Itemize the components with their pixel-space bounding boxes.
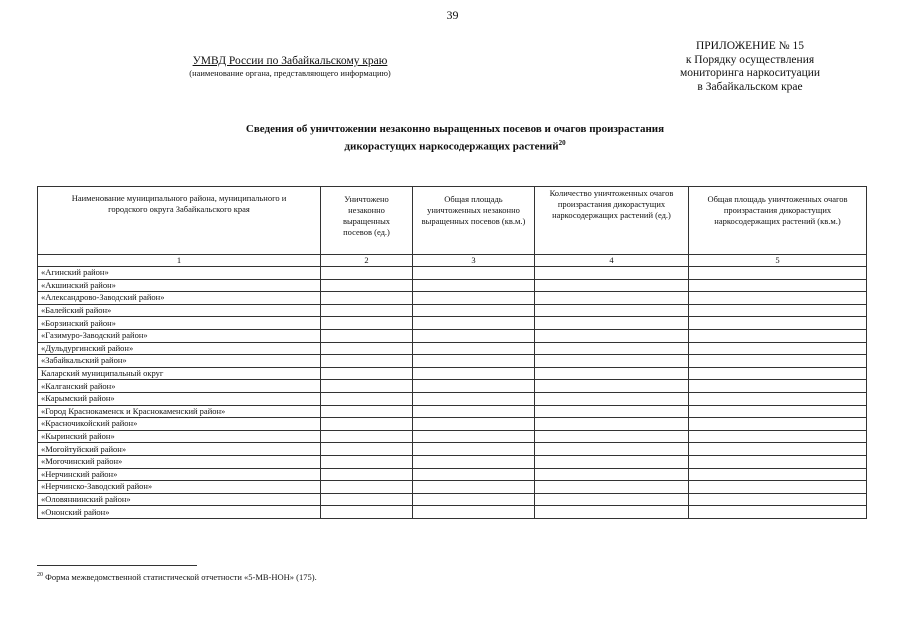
value-cell [321, 443, 413, 456]
value-cell [413, 493, 535, 506]
value-cell [321, 292, 413, 305]
value-cell [321, 267, 413, 280]
appendix-line: к Порядку осуществления [685, 53, 815, 66]
value-cell [321, 279, 413, 292]
value-cell [321, 418, 413, 431]
footnote-separator [37, 565, 197, 566]
value-cell [535, 405, 689, 418]
value-cell [689, 443, 867, 456]
data-table [37, 186, 867, 519]
table-row [38, 493, 867, 506]
value-cell [413, 292, 535, 305]
value-cell [413, 342, 535, 355]
title-line-2 [150, 136, 760, 154]
value-cell [321, 317, 413, 330]
value-cell [535, 317, 689, 330]
organization-caption: (наименование органа, представляющего информацию) [189, 68, 391, 78]
value-cell [689, 481, 867, 494]
district-name: «Александрово-Заводский район» [38, 292, 321, 305]
value-cell [321, 342, 413, 355]
value-cell [321, 367, 413, 380]
value-cell [413, 392, 535, 405]
footnote-mark: 20 [37, 572, 43, 579]
footnote [37, 572, 317, 582]
value-cell [535, 380, 689, 393]
table-row [38, 443, 867, 456]
district-name: «Город Краснокаменск и Краснокаменский район» [38, 405, 321, 418]
column-number: 4 [535, 255, 689, 267]
value-cell [321, 481, 413, 494]
value-cell [689, 418, 867, 431]
column-number: 2 [321, 255, 413, 267]
value-cell [321, 329, 413, 342]
column-header: Количество уничтоженных очагов произрастания дикорастущих наркосодержащих растений (ед.) [535, 187, 689, 255]
title-line: Сведения об уничтожении незаконно выращенных посевов и очагов произрастания [245, 123, 665, 135]
table-row [38, 468, 867, 481]
value-cell [413, 317, 535, 330]
column-number: 5 [689, 255, 867, 267]
table-row [38, 304, 867, 317]
value-cell [535, 292, 689, 305]
district-name: «Могочинский район» [38, 455, 321, 468]
value-cell [535, 418, 689, 431]
value-cell [413, 355, 535, 368]
column-number: 3 [413, 255, 535, 267]
table-row [38, 481, 867, 494]
district-name: «Агинский район» [38, 267, 321, 280]
value-cell [413, 506, 535, 519]
value-cell [321, 405, 413, 418]
district-name: «Борзинский район» [38, 317, 321, 330]
district-name: «Кыринский район» [38, 430, 321, 443]
appendix-block [640, 40, 860, 94]
title-line: дикорастущих наркосодержащих растений [344, 140, 559, 153]
value-cell [535, 267, 689, 280]
district-name: «Калганский район» [38, 380, 321, 393]
value-cell [413, 430, 535, 443]
value-cell [689, 355, 867, 368]
district-name: «Могойтуйский район» [38, 443, 321, 456]
district-name: «Ононский район» [38, 506, 321, 519]
value-cell [535, 342, 689, 355]
value-cell [689, 279, 867, 292]
district-name: «Оловяннинский район» [38, 493, 321, 506]
table-row [38, 405, 867, 418]
value-cell [689, 430, 867, 443]
value-cell [689, 304, 867, 317]
value-cell [413, 329, 535, 342]
value-cell [321, 392, 413, 405]
value-cell [413, 468, 535, 481]
table-row [38, 317, 867, 330]
value-cell [535, 443, 689, 456]
appendix-heading: ПРИЛОЖЕНИЕ № 15 [695, 40, 804, 52]
value-cell [413, 418, 535, 431]
value-cell [689, 506, 867, 519]
value-cell [535, 493, 689, 506]
district-name: «Карымский район» [38, 392, 321, 405]
district-name: «Акшинский район» [38, 279, 321, 292]
value-cell [535, 481, 689, 494]
organization-name: УМВД России по Забайкальскому краю [192, 55, 388, 67]
table-row [38, 342, 867, 355]
value-cell [689, 317, 867, 330]
table-row [38, 267, 867, 280]
value-cell [535, 367, 689, 380]
value-cell [689, 455, 867, 468]
value-cell [689, 493, 867, 506]
district-name: «Балейский район» [38, 304, 321, 317]
value-cell [689, 329, 867, 342]
value-cell [535, 355, 689, 368]
district-name: Каларский муниципальный округ [38, 367, 321, 380]
footnote-reference: 20 [558, 139, 566, 147]
value-cell [535, 392, 689, 405]
district-name: «Красночикойский район» [38, 418, 321, 431]
value-cell [321, 355, 413, 368]
table-row [38, 418, 867, 431]
page-number: 39 [446, 8, 459, 22]
value-cell [689, 267, 867, 280]
table-row [38, 380, 867, 393]
value-cell [413, 481, 535, 494]
value-cell [413, 304, 535, 317]
value-cell [689, 380, 867, 393]
value-cell [689, 367, 867, 380]
district-name: «Забайкальский район» [38, 355, 321, 368]
value-cell [689, 392, 867, 405]
value-cell [535, 455, 689, 468]
column-number-row [38, 255, 867, 267]
value-cell [413, 443, 535, 456]
table-row [38, 392, 867, 405]
table-row [38, 430, 867, 443]
value-cell [689, 405, 867, 418]
column-number: 1 [38, 255, 321, 267]
table-row [38, 455, 867, 468]
value-cell [321, 468, 413, 481]
value-cell [535, 329, 689, 342]
value-cell [689, 342, 867, 355]
value-cell [321, 493, 413, 506]
value-cell [321, 380, 413, 393]
table-row [38, 367, 867, 380]
appendix-line: мониторинга наркоситуации [679, 67, 821, 79]
value-cell [535, 279, 689, 292]
appendix-line: в Забайкальском крае [697, 80, 803, 93]
footnote-text: Форма межведомственной статистической отчетности «5-МВ-НОН» (175). [45, 572, 317, 582]
value-cell [413, 380, 535, 393]
organization-block [120, 55, 460, 78]
value-cell [535, 430, 689, 443]
district-name: «Газимуро-Заводский район» [38, 329, 321, 342]
value-cell [413, 279, 535, 292]
table-header-row [38, 187, 867, 255]
value-cell [413, 405, 535, 418]
value-cell [535, 506, 689, 519]
value-cell [689, 292, 867, 305]
value-cell [413, 455, 535, 468]
table-row [38, 329, 867, 342]
value-cell [689, 468, 867, 481]
value-cell [321, 506, 413, 519]
column-header: Общая площадь уничтоженных незаконно выращенных посевов (кв.м.) [413, 187, 535, 255]
value-cell [413, 267, 535, 280]
value-cell [321, 455, 413, 468]
table-row [38, 292, 867, 305]
value-cell [321, 304, 413, 317]
column-header: Общая площадь уничтоженных очагов произрастания дикорастущих наркосодержащих растений (кв.м.) [689, 187, 867, 255]
value-cell [321, 430, 413, 443]
value-cell [535, 304, 689, 317]
district-name: «Нерчинский район» [38, 468, 321, 481]
table-row [38, 506, 867, 519]
district-name: «Нерчинско-Заводский район» [38, 481, 321, 494]
table-row [38, 355, 867, 368]
table-row [38, 279, 867, 292]
document-title [150, 122, 760, 154]
value-cell [535, 468, 689, 481]
column-header: Уничтожено незаконно выращенных посевов (ед.) [321, 187, 413, 255]
district-name: «Дульдургинский район» [38, 342, 321, 355]
column-header: Наименование муниципального района, муниципального и городского округа Забайкальского края [38, 187, 321, 255]
value-cell [413, 367, 535, 380]
